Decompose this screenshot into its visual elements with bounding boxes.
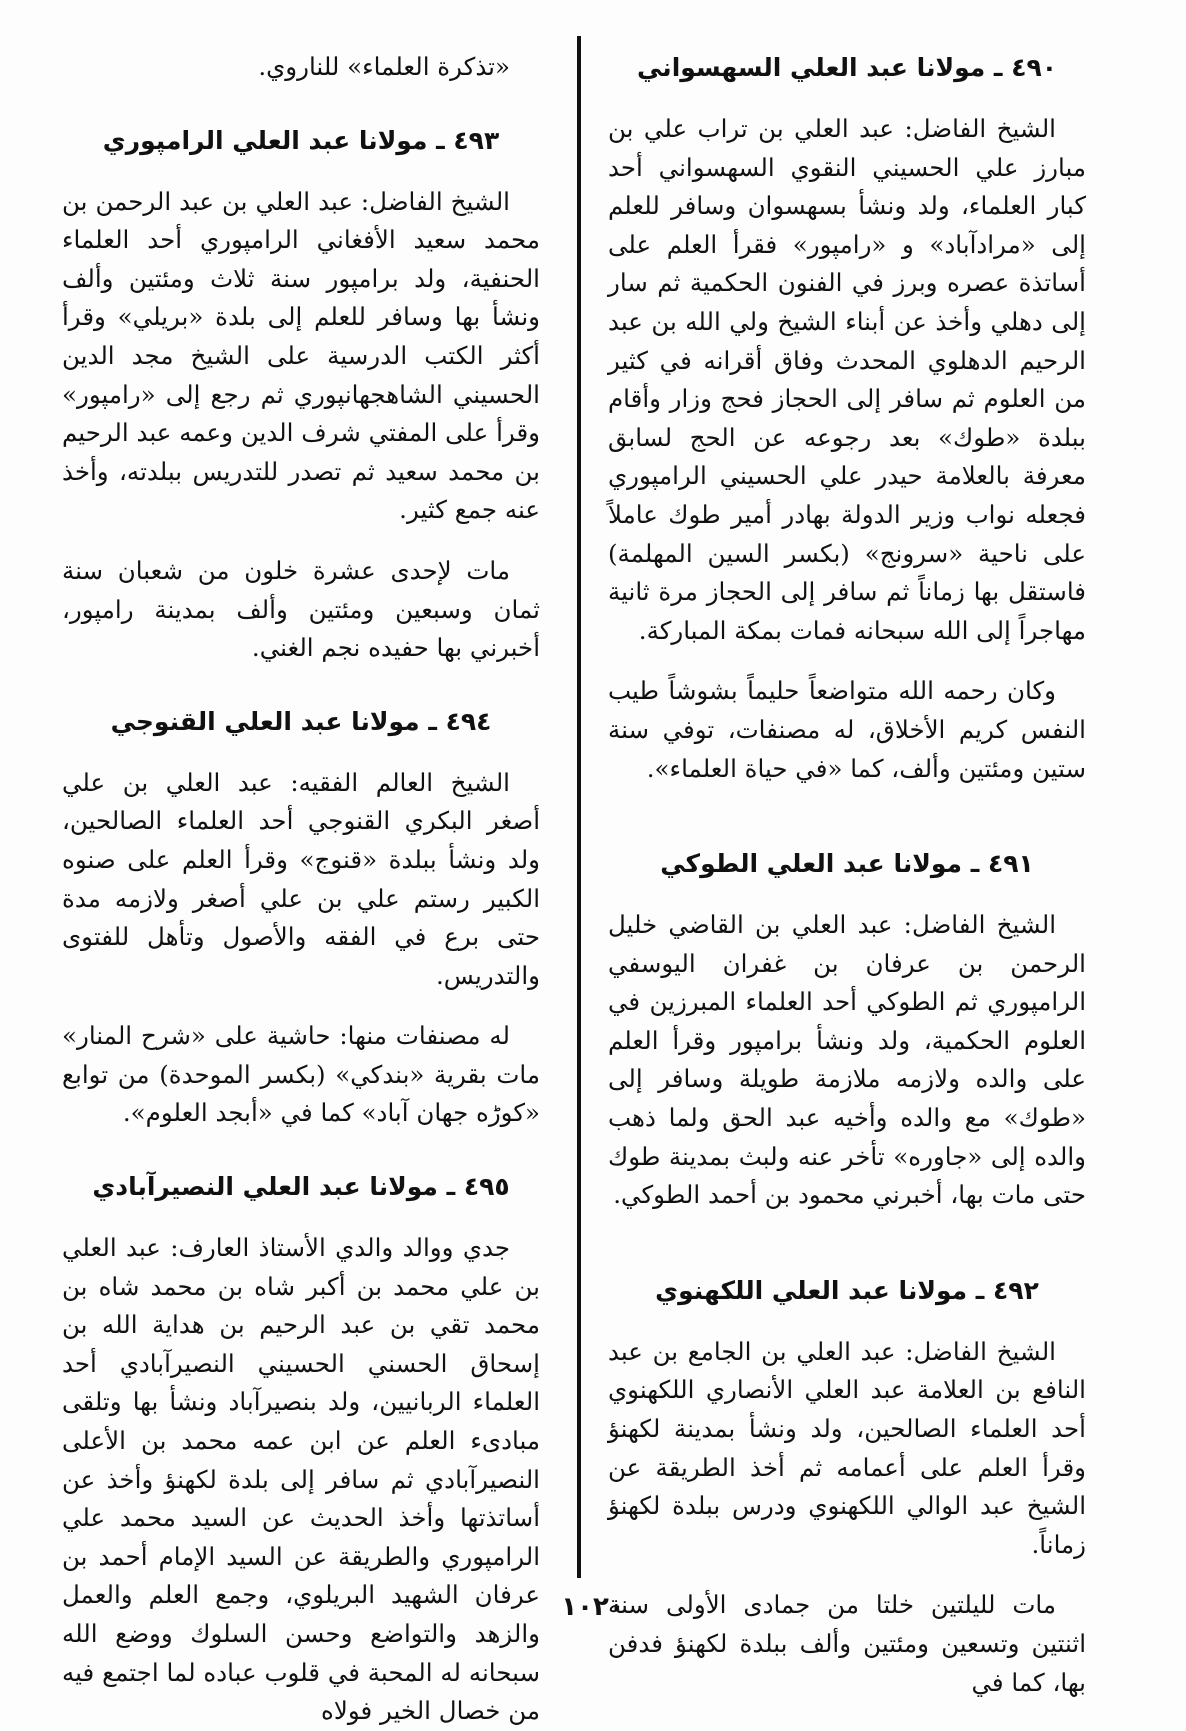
right-column bbox=[608, 48, 1086, 1702]
entry-493-paragraph-2: مات لإحدى عشرة خلون من شعبان سنة ثمان وسبعين ومئتين وألف بمدينة رامپور، أخبرني بها حفيده نجم الغني. bbox=[62, 555, 540, 663]
entry-492-paragraph-1: الشيخ الفاضل: عبد العلي بن الجامع بن عبد النافع بن العلامة عبد العلي الأنصاري اللكهنوي أحد العلماء الصالحين، ولد ونشأ بمدينة لكهنؤ وقرأ العلم على أعمامه ثم أخذ الطريقة عن الشيخ عبد الوالي اللكهنوي ودرس ببلدة لكهنؤ زماناً. bbox=[608, 1336, 1086, 1559]
entry-495-title: ٤٩٥ ـ مولانا عبد العلي النصيرآبادي bbox=[92, 1172, 510, 1202]
left-column bbox=[62, 48, 540, 1731]
entry-494-title: ٤٩٤ ـ مولانا عبد العلي القنوجي bbox=[110, 706, 492, 736]
entry-492-paragraph-2: مات لليلتين خلتا من جمادى الأولى سنة اثنتين وتسعين ومئتين وألف ببلدة لكهنؤ فدفن بها، كما في bbox=[608, 1590, 1086, 1697]
entry-491-paragraph-1: الشيخ الفاضل: عبد العلي بن القاضي خليل الرحمن بن عرفان بن غفران اليوسفي الرامپوري ثم الطوكي أحد العلماء المبرزين في العلوم الحكمية، ولد ونشأ برامپور وقرأ العلم على والده ولازمه ملازمة طويلة وسافر إلى «طوك» مع والده وأخيه عبد الحق ولما ذهب والده إلى «جاوره» تأخر عنه ولبث بمدينة طوك حتى مات بها، أخبرني محمود بن أحمد الطوكي. bbox=[608, 910, 1086, 1210]
entry-495-paragraph-1: جدي ووالد والدي الأستاذ العارف: عبد العلي بن علي محمد بن أكبر شاه بن محمد شاه بن محمد تقي بن عبد الرحيم بن هداية الله بن إسحاق الحسني الحسيني النصيرآبادي أحد العلماء الربانيين، ولد بنصيرآباد ونشأ بها وتلقى مبادىء العلم عن ابن عمه محمد بن الأعلى النصيرآبادي ثم سافر إلى بلدة لكهنؤ وأخذ عن أساتذتها وأخذ الحديث عن السيد محمد علي الرامپوري والطريقة عن السيد الإمام أحمد بن عرفان الشهيد البريلوي، وجمع العلم والعمل والزهد والتواضع وحسن السلوك ووضع الله سبحانه له المحبة في قلوب عباده لما اجتمع فيه من خصال الخير فولاه bbox=[62, 1233, 540, 1726]
entry-492-title: ٤٩٢ ـ مولانا عبد العلي اللكهنوي bbox=[655, 1275, 1039, 1305]
continued-reference-line: «تذكرة العلماء» للناروي. bbox=[258, 52, 510, 81]
entry-490-title: ٤٩٠ ـ مولانا عبد العلي السهسواني bbox=[637, 53, 1057, 82]
entry-490-paragraph-1: الشيخ الفاضل: عبد العلي بن تراب علي بن مبارز علي الحسيني النقوي السهسواني أحد كبار العلماء، ولد ونشأ بسهسوان وسافر للعلم إلى «مرادآباد» و «رامپور» فقرأ العلم على أساتذة عصره وبرز في الفنون الحكمية ثم سار إلى دهلي وأخذ عن أبناء الشيخ ولي الله بن عبد الرحيم الدهلوي المحدث وفاق أقرانه في كثير من العلوم ثم سافر إلى الحجاز فحج وزار وأقام ببلدة «طوك» بعد رجوعه عن الحج لسابق معرفة بالعلامة حيدر علي الحسيني الرامپوري فجعله نواب وزير الدولة بهادر أمير طوك عاملاً على ناحية «سرونج» (بكسر السين المهلمة) فاستقل بها زماناً ثم سافر إلى الحجاز مرة ثانية مهاجراً إلى الله سبحانه فمات بمكة المباركة. bbox=[608, 114, 1086, 645]
page-number: ١٠٢٠ bbox=[561, 1592, 625, 1622]
entry-494-paragraph-1: الشيخ العالم الفقيه: عبد العلي بن علي أصغر البكري القنوجي أحد العلماء الصالحين، ولد ونشأ ببلدة «قنوج» وقرأ العلم على صنوه الكبير رستم علي بن علي أصغر ولازمه مدة حتى برع في الفقه والأصول وتأهل للفتوى والتدريس. bbox=[62, 767, 540, 990]
entry-490-paragraph-2: وكان رحمه الله متواضعاً حليماً بشوشاً طيب النفس كريم الأخلاق، له مصنفات، توفي سنة ستين ومئتين وألف، كما «في حياة العلماء». bbox=[608, 676, 1086, 783]
entry-493-title: ٤٩٣ ـ مولانا عبد العلي الرامپوري bbox=[102, 125, 500, 155]
column-divider bbox=[577, 36, 581, 1578]
entry-493-paragraph-1: الشيخ الفاضل: عبد العلي بن عبد الرحمن بن محمد سعيد الأفغاني الرامپوري أحد العلماء الحنفية، ولد برامپور سنة ثلاث ومئتين وألف ونشأ بها وسافر للعلم إلى بلدة «بريلي» وقرأ أكثر الكتب الدرسية على الشيخ مجد الدين الحسيني الشاهجهانپوري ثم رجع إلى «رامپور» وقرأ على المفتي شرف الدين وعمه عبد الرحيم بن محمد سعيد ثم تصدر للتدريس ببلدته، وأخذ عنه جمع كثير. bbox=[62, 186, 540, 525]
entry-494-paragraph-2: له مصنفات منها: حاشية على «شرح المنار» مات بقرية «بندكي» (بكسر الموحدة) من توابع «كوڑه جهان آباد» كما في «أبجد العلوم». bbox=[62, 1021, 540, 1128]
entry-491-title: ٤٩١ ـ مولانا عبد العلي الطوكي bbox=[660, 849, 1034, 879]
